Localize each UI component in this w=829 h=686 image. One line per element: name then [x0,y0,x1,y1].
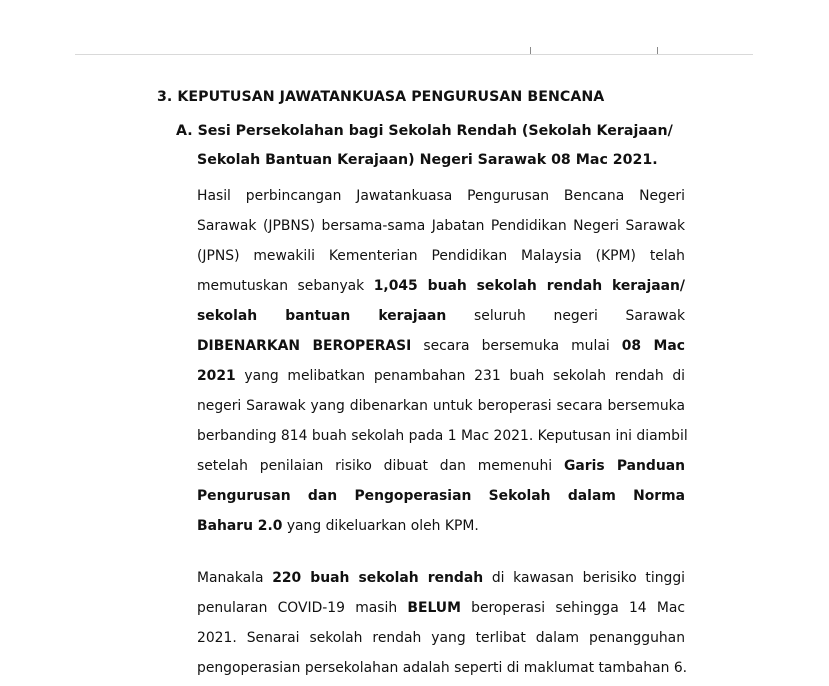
emphasis-text: 2021 [197,368,236,384]
emphasis-text: Baharu 2.0 [197,518,283,534]
paragraph-line: penularan COVID-19 masih BELUM beroperasi sehingga 14 Mac [197,600,685,616]
paragraph-line: negeri Sarawak yang dibenarkan untuk beroperasi secara bersemuka [197,398,685,414]
emphasis-text: sekolah bantuan kerajaan [197,308,447,324]
emphasis-text: DIBENARKAN BEROPERASI [197,338,412,354]
emphasis-text: BELUM [407,600,461,616]
paragraph-line: Baharu 2.0 yang dikeluarkan oleh KPM. [197,518,479,534]
emphasis-text: 08 Mac [621,338,685,354]
paragraph-line: memutuskan sebanyak 1,045 buah sekolah rendah kerajaan/ [197,278,685,294]
paragraph-line: setelah penilaian risiko dibuat dan memenuhi Garis Panduan [197,458,686,474]
paragraph-line: DIBENARKAN BEROPERASI secara bersemuka mulai 08 Mac [197,338,685,354]
subsection-heading-line2: Sekolah Bantuan Kerajaan) Negeri Sarawak 08 Mac 2021. [197,152,658,168]
paragraph-line: (JPNS) mewakili Kementerian Pendidikan Malaysia (KPM) telah [197,248,685,264]
subsection-heading-line1: A. Sesi Persekolahan bagi Sekolah Rendah (Sekolah Kerajaan/ [176,123,673,139]
paragraph-line: Sarawak (JPBNS) bersama-sama Jabatan Pendidikan Negeri Sarawak [197,218,685,234]
paragraph-line [197,481,685,511]
emphasis-text: 1,045 buah sekolah rendah kerajaan/ [373,278,685,294]
paragraph-line: sekolah bantuan kerajaan seluruh negeri Sarawak [197,308,685,324]
section-heading: 3. KEPUTUSAN JAWATANKUASA PENGURUSAN BENCANA [157,89,605,105]
header-tick-mark [530,47,531,54]
subsection-heading [176,117,673,175]
header-tick-mark [657,47,658,54]
paragraph-line: 2021 yang melibatkan penambahan 231 buah sekolah rendah di [197,368,685,384]
paragraph-pending-schools [197,563,688,683]
paragraph-line: 2021. Senarai sekolah rendah yang terlibat dalam penangguhan [197,630,685,646]
paragraph-line: Hasil perbincangan Jawatankuasa Pengurusan Bencana Negeri [197,188,685,204]
header-divider [75,54,753,55]
paragraph-line: Manakala 220 buah sekolah rendah di kawasan berisiko tinggi [197,570,685,586]
emphasis-text: 220 buah sekolah rendah [272,570,484,586]
paragraph-decision [197,181,688,541]
emphasis-text: Pengurusan dan Pengoperasian Sekolah dalam Norma [197,488,685,504]
emphasis-text: Garis Panduan [563,458,686,474]
paragraph-line: pengoperasian persekolahan adalah seperti di maklumat tambahan 6. [197,660,688,676]
paragraph-line: berbanding 814 buah sekolah pada 1 Mac 2021. Keputusan ini diambil [197,428,688,444]
